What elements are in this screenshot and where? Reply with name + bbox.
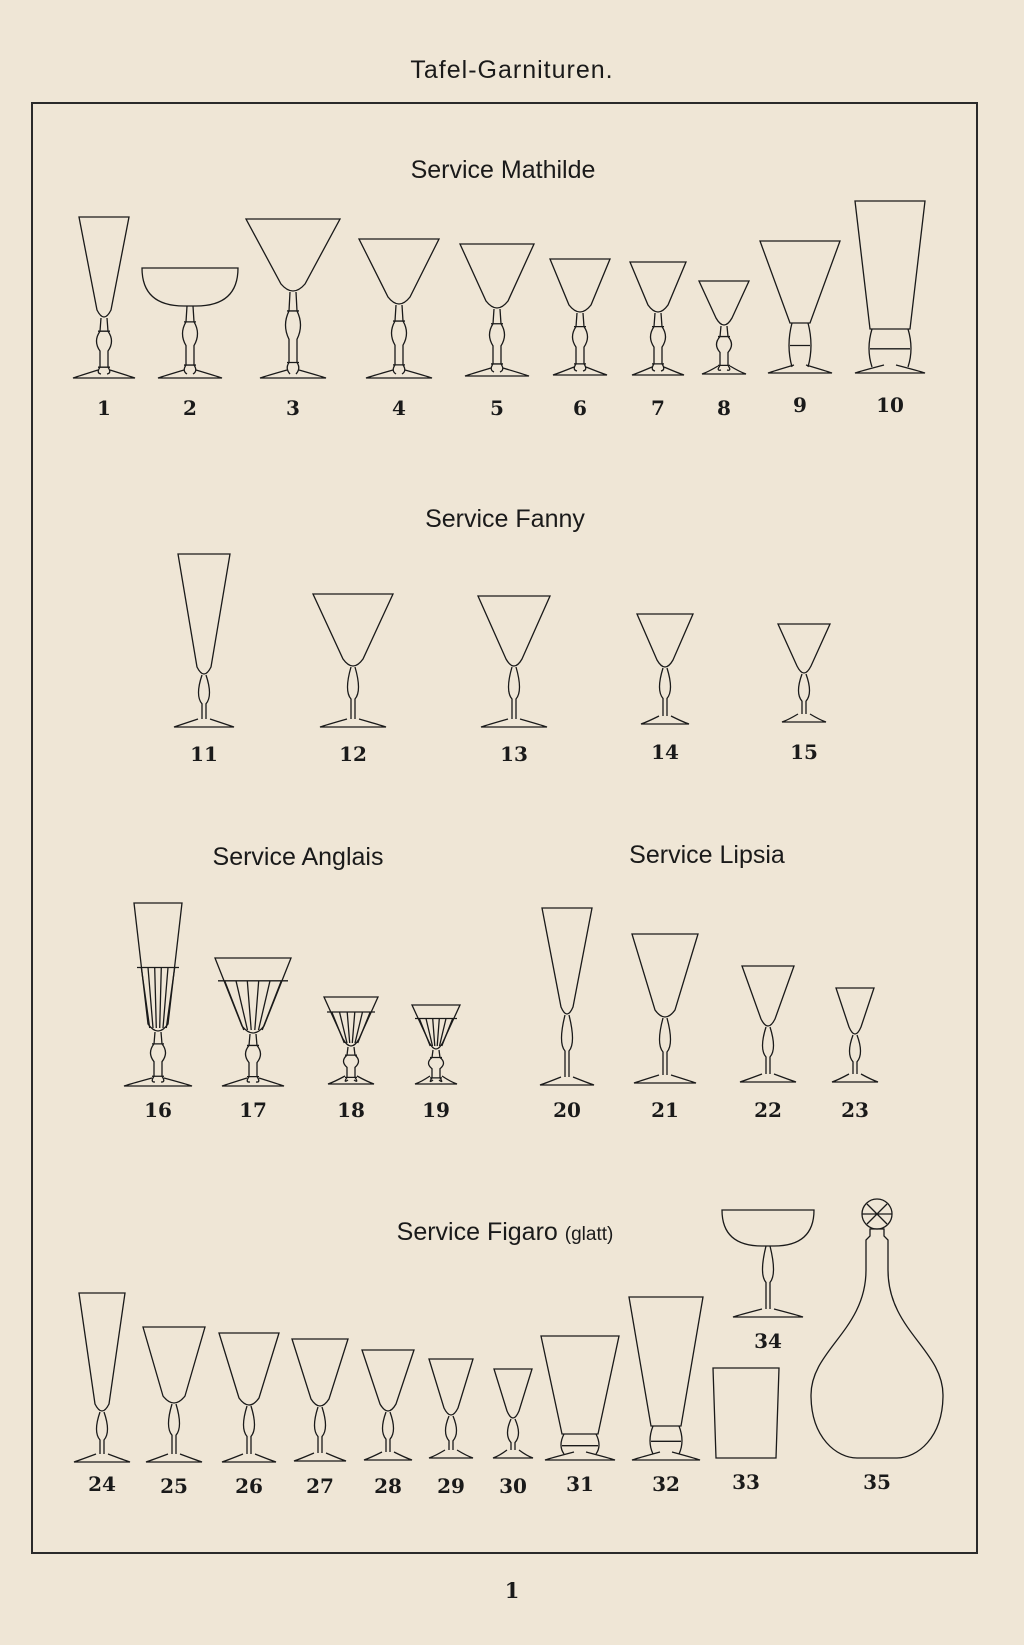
item-number-4: 4	[392, 396, 406, 420]
item-number-10: 10	[876, 393, 904, 417]
item-number-8: 8	[717, 396, 731, 420]
section-title-lipsia: Service Lipsia	[629, 841, 785, 869]
section-title-fanny: Service Fanny	[425, 505, 585, 533]
catalog-frame	[31, 102, 978, 1554]
item-number-27: 27	[306, 1474, 334, 1498]
page-title: Tafel-Garnituren.	[410, 56, 614, 84]
item-number-28: 28	[374, 1474, 402, 1498]
page-number: 1	[504, 1578, 520, 1603]
item-number-35: 35	[863, 1470, 891, 1494]
item-number-19: 19	[422, 1098, 450, 1122]
item-number-15: 15	[790, 740, 818, 764]
item-number-11: 11	[190, 742, 218, 766]
section-title-mathilde: Service Mathilde	[410, 156, 596, 184]
item-number-24: 24	[88, 1472, 116, 1496]
item-number-12: 12	[339, 742, 367, 766]
item-number-2: 2	[183, 396, 197, 420]
item-number-9: 9	[793, 393, 807, 417]
item-number-22: 22	[754, 1098, 782, 1122]
item-number-5: 5	[490, 396, 504, 420]
item-number-14: 14	[651, 740, 679, 764]
item-number-33: 33	[732, 1470, 760, 1494]
section-title-figaro: Service Figaro (glatt)	[396, 1218, 614, 1246]
item-number-32: 32	[652, 1472, 680, 1496]
item-number-34: 34	[754, 1329, 782, 1353]
item-number-16: 16	[144, 1098, 172, 1122]
item-number-25: 25	[160, 1474, 188, 1498]
item-number-29: 29	[437, 1474, 465, 1498]
item-number-31: 31	[566, 1472, 594, 1496]
item-number-3: 3	[286, 396, 300, 420]
section-title-anglais: Service Anglais	[212, 843, 384, 871]
item-number-26: 26	[235, 1474, 263, 1498]
item-number-30: 30	[499, 1474, 527, 1498]
item-number-1: 1	[97, 396, 111, 420]
item-number-17: 17	[239, 1098, 267, 1122]
item-number-6: 6	[573, 396, 587, 420]
item-number-21: 21	[651, 1098, 679, 1122]
item-number-13: 13	[500, 742, 528, 766]
item-number-7: 7	[651, 396, 665, 420]
item-number-20: 20	[553, 1098, 581, 1122]
item-number-23: 23	[841, 1098, 869, 1122]
item-number-18: 18	[337, 1098, 365, 1122]
